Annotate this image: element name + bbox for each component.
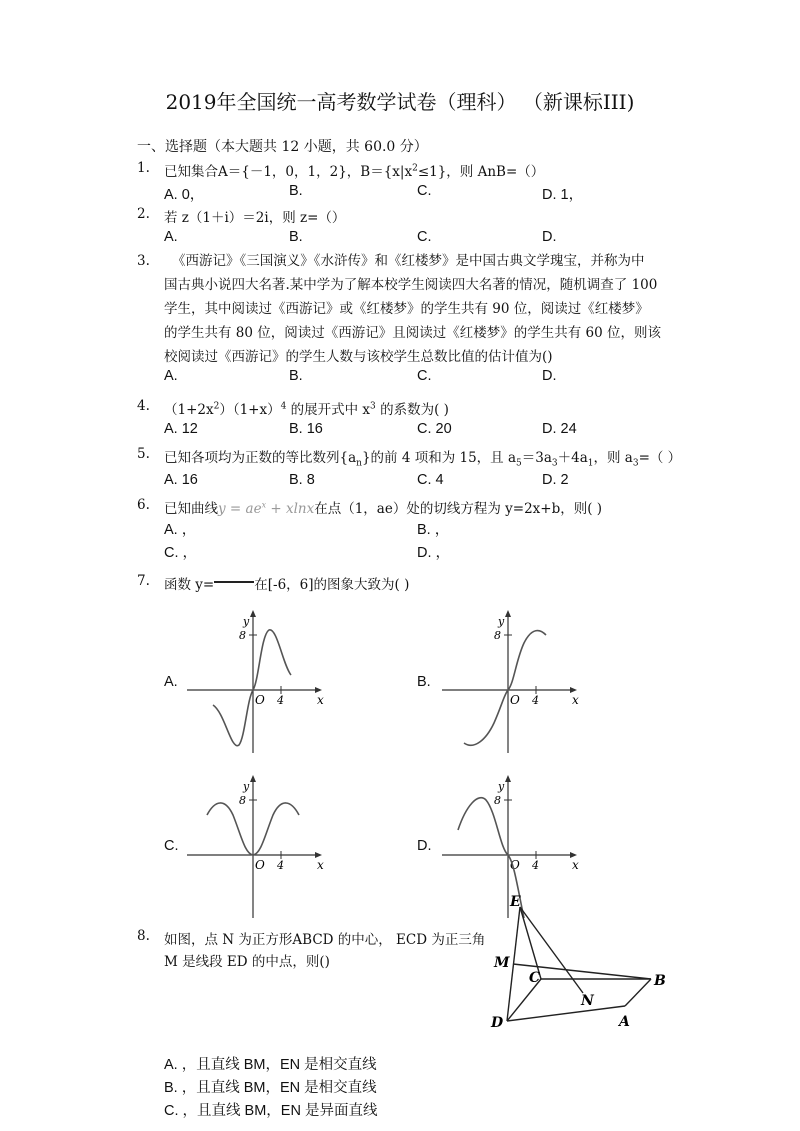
- stem-text: 已知曲线: [164, 501, 218, 517]
- point-label-n: N: [581, 993, 594, 1009]
- question-number: 5.: [137, 446, 150, 462]
- question-stem-line: 校阅读过《西游记》的学生人数与该校学生总数比值的估计值为(): [164, 349, 553, 365]
- point-label-d: D: [491, 1015, 504, 1031]
- origin-label: O: [255, 693, 265, 707]
- stem-text: ）（1+x）: [219, 402, 281, 418]
- question-number: 1.: [137, 160, 150, 176]
- question-stem: [164, 160, 544, 180]
- graph-curve: [464, 631, 546, 746]
- question-stem-line: M 是线段 ED 的中点，则(): [164, 954, 330, 970]
- option-c[interactable]: C. 20: [417, 421, 452, 437]
- fraction-bar: [214, 581, 254, 583]
- graph-curve: [213, 630, 291, 746]
- y-tick-label: 8: [494, 629, 501, 642]
- stem-text: 已知各项均为正数的等比数列{a: [164, 450, 357, 466]
- question-number: 4.: [137, 398, 150, 414]
- subscript: 3: [551, 458, 558, 469]
- y-axis-label: y: [243, 615, 250, 628]
- question-stem: [164, 446, 681, 469]
- option-b[interactable]: B. ，: [417, 522, 450, 538]
- option-c[interactable]: C.: [417, 368, 432, 384]
- option-a[interactable]: A.: [164, 368, 178, 384]
- stem-text: 在点（1，ae）处的切线方程为 y=2x+b，则( ): [314, 501, 603, 517]
- graph-a[interactable]: [185, 605, 330, 755]
- y-axis-label: y: [498, 615, 505, 628]
- x-axis-label: x: [572, 858, 579, 872]
- option-a[interactable]: A. 16: [164, 472, 198, 488]
- graph-c[interactable]: [185, 770, 330, 920]
- option-c[interactable]: C.: [417, 229, 432, 245]
- option-d[interactable]: D.: [542, 229, 557, 245]
- question-stem: 若 z（1＋i）＝2i，则 z=（）: [164, 210, 346, 226]
- stem-text: 已知集合A＝{－1，0，1，2}，B＝{x|x: [164, 164, 413, 180]
- subscript: 1: [587, 458, 594, 469]
- option-c[interactable]: C.: [417, 183, 432, 199]
- question-stem: [164, 497, 602, 517]
- option-c[interactable]: C. 4: [417, 472, 444, 488]
- origin-label: O: [510, 693, 520, 707]
- question-stem-line: 如图，点 N 为正方形ABCD 的中心， ECD 为正三角: [164, 932, 486, 948]
- graph-option-b-label[interactable]: B.: [417, 674, 431, 690]
- subscript: 3: [632, 458, 639, 469]
- option-a[interactable]: A. 12: [164, 421, 198, 437]
- stem-text: }的前 4 项和为 15，且 a: [361, 450, 517, 466]
- subscript: 5: [516, 458, 522, 469]
- origin-label: O: [510, 858, 520, 872]
- x-axis-label: x: [317, 693, 324, 707]
- x-tick-label: 4: [277, 859, 284, 872]
- option-b[interactable]: B. ，且直线 BM，EN 是相交直线: [164, 1080, 377, 1096]
- y-tick-label: 8: [239, 794, 246, 807]
- stem-text: 函数 y=: [164, 577, 215, 593]
- stem-text: 在[-6，6]的图象大致为( ): [254, 577, 410, 593]
- exponent: 4: [280, 401, 287, 412]
- question-number: 8.: [137, 928, 150, 944]
- option-c[interactable]: C. ，: [164, 545, 198, 561]
- question-number: 6.: [137, 497, 150, 513]
- option-a[interactable]: A. ，: [164, 522, 197, 538]
- stem-text: 的系数为( ): [375, 402, 449, 418]
- y-tick-label: 8: [239, 629, 246, 642]
- graph-option-d-label[interactable]: D.: [417, 838, 432, 854]
- question-stem: [164, 573, 409, 593]
- point-label-c: C: [529, 970, 541, 986]
- exam-title: 2019年全国统一高考数学试卷（理科） （新课标III): [165, 90, 635, 114]
- point-label-m: M: [494, 955, 510, 971]
- graph-option-c-label[interactable]: C.: [164, 838, 179, 854]
- x-tick-label: 4: [277, 694, 284, 707]
- question-number: 3.: [137, 253, 150, 269]
- stem-text: 的展开式中 x: [286, 402, 371, 418]
- option-b[interactable]: B.: [289, 368, 303, 384]
- exponent: 2: [412, 163, 418, 174]
- section-header: 一、选择题（本大题共 12 小题，共 60.0 分）: [137, 139, 428, 155]
- formula: $y = ae^x + xlnx$: [218, 500, 315, 517]
- stem-text: ≤1}，则 AnB=（）: [417, 164, 545, 180]
- y-tick-label: 8: [494, 794, 501, 807]
- option-d[interactable]: D. ，: [417, 545, 451, 561]
- stem-text: （1+2x: [164, 402, 214, 418]
- subscript: n: [356, 458, 362, 469]
- option-c[interactable]: C. ，且直线 BM，EN 是异面直线: [164, 1103, 378, 1119]
- origin-label: O: [255, 858, 265, 872]
- y-axis-label: y: [498, 780, 505, 793]
- option-d[interactable]: D. 24: [542, 421, 577, 437]
- stem-text: =（ ）: [638, 450, 682, 466]
- x-tick-label: 4: [532, 694, 539, 707]
- exponent: 3: [370, 401, 376, 412]
- question-number: 7.: [137, 573, 150, 589]
- point-label-e: E: [510, 894, 521, 910]
- option-d[interactable]: D.: [542, 368, 557, 384]
- option-b[interactable]: B. 16: [289, 421, 323, 437]
- option-d[interactable]: D. 1，: [542, 187, 584, 203]
- stem-text: ＝3a: [521, 450, 552, 466]
- exponent: 2: [213, 401, 220, 412]
- graph-b[interactable]: [440, 605, 585, 755]
- option-a[interactable]: A. 0，: [164, 187, 205, 203]
- question-stem-line: 国古典小说四大名著.某中学为了解本校学生阅读四大名著的情况，随机调查了 100: [164, 277, 658, 293]
- x-axis-label: x: [317, 858, 324, 872]
- question-number: 2.: [137, 206, 150, 222]
- point-label-a: A: [619, 1014, 630, 1030]
- question-stem: [164, 398, 449, 418]
- point-label-b: B: [654, 973, 666, 989]
- stem-text: ，则 a: [593, 450, 633, 466]
- question-stem-line: 《西游记》《三国演义》《水浒传》和《红楼梦》是中国古典文学瑰宝，并称为中: [172, 253, 645, 269]
- option-b[interactable]: B. 8: [289, 472, 315, 488]
- x-tick-label: 4: [532, 859, 539, 872]
- stem-text: ＋4a: [557, 450, 588, 466]
- option-a[interactable]: A. ，且直线 BM，EN 是相交直线: [164, 1057, 377, 1073]
- question-stem-line: 的学生共有 80 位，阅读过《西游记》且阅读过《红楼梦》的学生共有 60 位，则该: [164, 325, 662, 341]
- question-stem-line: 学生，其中阅读过《西游记》或《红楼梦》的学生共有 90 位，阅读过《红楼梦》: [164, 301, 649, 317]
- x-axis-label: x: [572, 693, 579, 707]
- option-a[interactable]: A.: [164, 229, 178, 245]
- graph-option-a-label[interactable]: A.: [164, 674, 178, 690]
- geometry-figure: [488, 893, 678, 1033]
- y-axis-label: y: [243, 780, 250, 793]
- option-b[interactable]: B.: [289, 229, 303, 245]
- option-d[interactable]: D. 2: [542, 472, 569, 488]
- option-b[interactable]: B.: [289, 183, 303, 199]
